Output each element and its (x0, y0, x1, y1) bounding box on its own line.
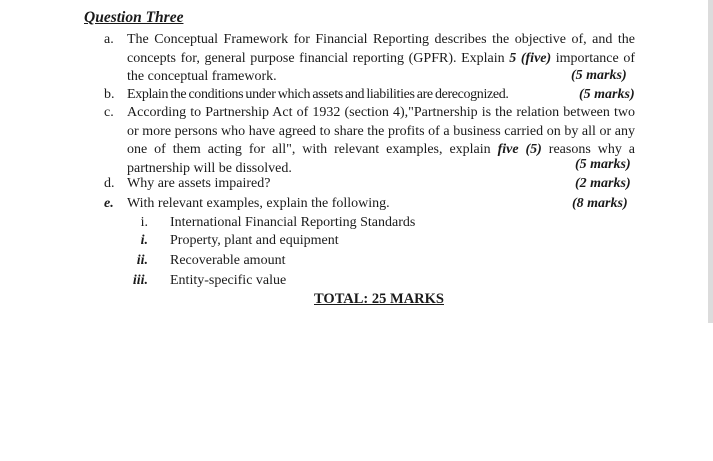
subitem-label: ii. (136, 253, 148, 268)
page-edge-divider (708, 0, 713, 323)
item-c-text-end: reasons why a partnership will be dissolved. (127, 142, 635, 176)
item-e-marks: (8 marks) (572, 196, 628, 211)
subitem-label: i. (140, 233, 148, 248)
subitem-text: Recoverable amount (170, 253, 286, 268)
item-d-label: d. (104, 176, 115, 191)
item-b-text: Explain the conditions under which assets and liabilities are derecognized. (127, 87, 509, 102)
subitem-text: Entity-specific value (170, 273, 287, 288)
total-marks: TOTAL: 25 MARKS (314, 291, 444, 307)
subitem-text: International Financial Reporting Standards (170, 215, 416, 230)
item-a-text (127, 31, 635, 87)
item-a-label: a. (104, 32, 114, 47)
item-e-label: e. (104, 196, 114, 211)
subitem-label: i. (140, 215, 148, 230)
item-d-marks: (2 marks) (575, 176, 631, 191)
subitem-text: Property, plant and equipment (170, 233, 339, 248)
item-e-text: With relevant examples, explain the following. (127, 196, 390, 211)
question-heading: Question Three (84, 9, 184, 26)
subitem-label: iii. (132, 273, 148, 288)
item-c-text (127, 104, 635, 178)
item-c-label: c. (104, 105, 114, 120)
item-c-emphasis: five (5) (497, 142, 542, 157)
item-b-marks: (5 marks) (579, 87, 635, 102)
item-a-text-end: importance of the conceptual framework. (127, 50, 635, 84)
item-a-text-start: The Conceptual Framework for Financial Reporting describes the objective of, and the concepts for, general purpose financial reporting (GPFR). Explain (127, 32, 635, 66)
item-c-text-start: According to Partnership Act of 1932 (section 4),"Partnership is the relation between two or more persons who have agreed to share the profits of a business carried on by all or any one of them acting for all", with relevant examples, explain (127, 105, 635, 157)
item-a-marks: (5 marks) (571, 68, 627, 83)
item-d-text: Why are assets impaired? (127, 176, 271, 191)
item-c-marks: (5 marks) (575, 157, 631, 172)
item-b-label: b. (104, 87, 115, 102)
item-a-emphasis: 5 (five) (509, 50, 552, 66)
